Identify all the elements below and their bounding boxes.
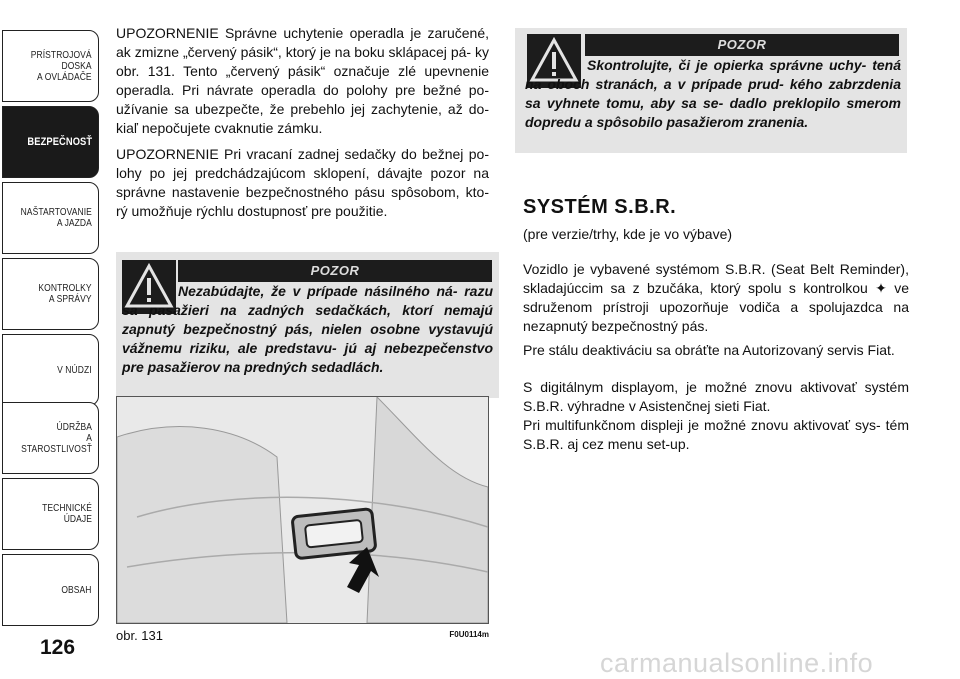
figure-code: F0U0114m <box>449 630 489 639</box>
tab-udrzba[interactable] <box>2 402 99 474</box>
warning-box-right <box>515 28 907 153</box>
right-paragraph-3: S digitálnym displayom, je možné znovu aktivovať systém S.B.R. výhradne v Asistenčnej sieti Fiat. <box>523 379 909 414</box>
tab-label: BEZPEČNOSŤ <box>27 135 92 148</box>
seat-lever-illustration <box>117 397 488 623</box>
warning-box-left <box>116 252 499 398</box>
right-paragraph-1: Vozidlo je vybavené systémom S.B.R. (Seat Belt Reminder), skladajúccim sa z bzučáka, ktorý spolu s kontrolkou ✦ ve sdruženom prístroji upozorňuje vodiča a spolujazdca na nezapnutý bezpečnostný pás. <box>523 261 909 334</box>
page-number: 126 <box>40 636 76 659</box>
warning-text: Nezabúdajte, že v prípade násilného ná- razu sa pasažieri na zadných sedačkách, ktorí nemajú zapnutý bezpečnostný pás, nielen osobne vystavujú vážnemu riziku, ale predstavu- jú aj nebezpečenstvo pre pasažierov na predných sedadlách. <box>122 283 493 375</box>
warning-text: Skontrolujte, či je opierka správne uchy- tená na oboch stranách, a v prípade prud- kého zabrzdenia sa vyhnete tomu, aby sa se- dadlo preklopilo smerom dopredu a spôsobilo pasažierom zranenia. <box>525 57 901 130</box>
tab-pristrojova-doska[interactable] <box>2 30 99 102</box>
tab-obsah[interactable] <box>2 554 99 626</box>
right-paragraph-2: Pre stálu deaktiváciu sa obráťte na Autorizovaný servis Fiat. <box>523 342 895 358</box>
tab-nastartovanie[interactable] <box>2 182 99 254</box>
figure-caption-text: obr. 131 <box>116 628 163 643</box>
tab-label: OBSAH <box>61 584 92 596</box>
tab-label: NAŠTARTOVANIE A JAZDA <box>20 207 92 229</box>
section-heading: SYSTÉM S.B.R. <box>523 196 677 218</box>
warning-title-bar <box>585 34 899 56</box>
tab-label: KONTROLKY A SPRÁVY <box>38 283 92 305</box>
right-paragraph-4: Pri multifunkčnom displeji je možné znovu aktivovať sys- tém S.B.R. aj cez menu set-up. <box>523 417 909 452</box>
tab-label: TECHNICKÉ ÚDAJE <box>42 503 92 525</box>
left-paragraph-1: UPOZORNENIE Správne uchytenie operadla je zaručené, ak zmizne „červený pásik“, ktorý je na boku sklápacej pá- ky obr. 131. Tento „červený pásik“ označuje zlé upevnenie operadla. Pri návrate operadla do polohy pre bežné po- užívanie sa ubezpečte, že prebehlo jej zachytenie, až do- kiaľ nepočujete cvaknutie zámku. <box>116 25 489 136</box>
warning-title: POZOR <box>717 37 767 52</box>
tab-v-nudzi[interactable] <box>2 334 99 406</box>
left-paragraph-2: UPOZORNENIE Pri vracaní zadnej sedačky do bežnej po- lohy po jej predchádzajúcom sklopení, dávajte pozor na správne nastavenie bezpečnostného pásu spôsobom, kto- rý umožňuje rýchlu dostupnosť pre použitie. <box>116 146 489 219</box>
section-subheading: (pre verzie/trhy, kde je vo výbave) <box>523 226 733 242</box>
figure-caption <box>116 628 489 643</box>
tab-bezpecnost[interactable] <box>2 106 99 178</box>
figure-131 <box>116 396 489 624</box>
warning-title: POZOR <box>310 263 360 278</box>
tab-label: V NÚDZI <box>57 364 92 376</box>
tab-label: PRÍSTROJOVÁ DOSKA A OVLÁDAČE <box>31 49 92 83</box>
watermark: carmanualsonline.info <box>600 648 874 678</box>
tab-label: ÚDRŽBA A STAROSTLIVOSŤ <box>21 421 92 455</box>
warning-title-bar <box>178 260 492 282</box>
tab-kontrolky[interactable] <box>2 258 99 330</box>
tab-technicke-udaje[interactable] <box>2 478 99 550</box>
